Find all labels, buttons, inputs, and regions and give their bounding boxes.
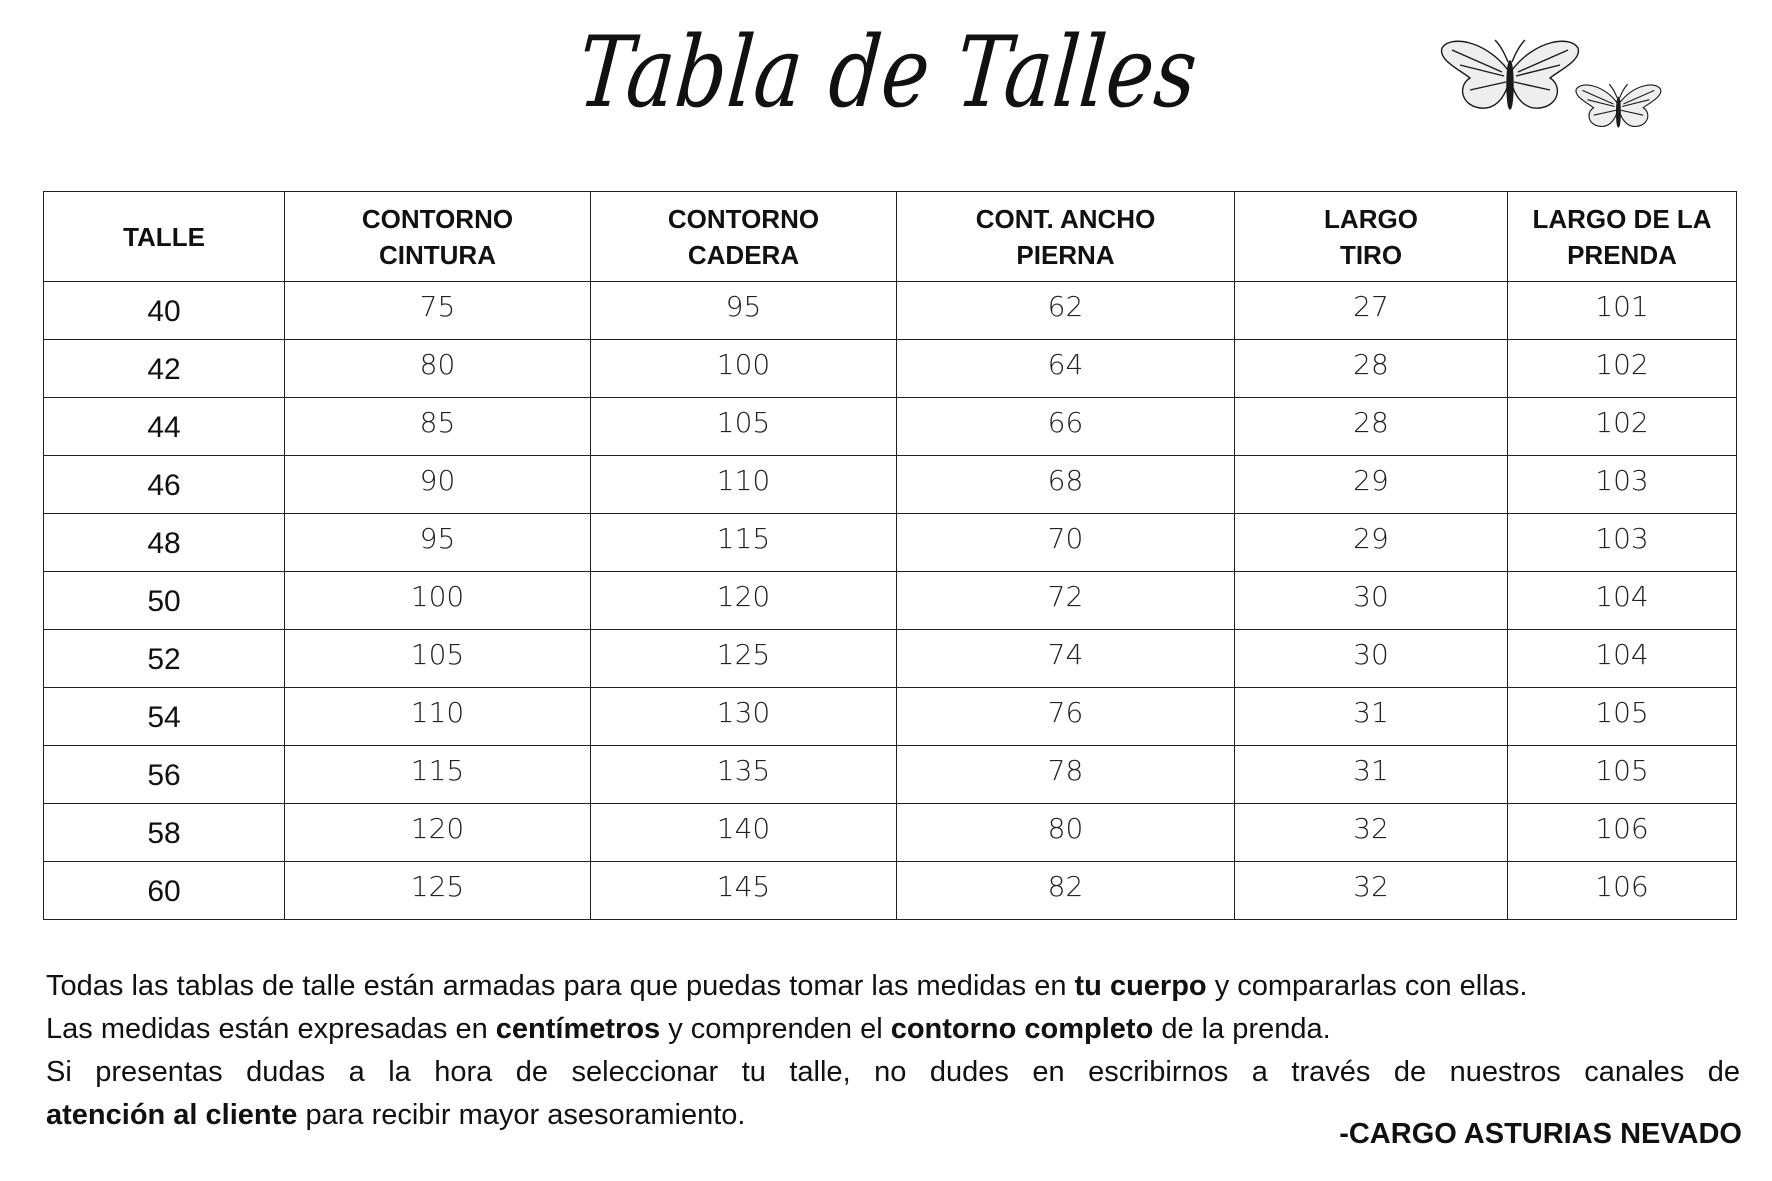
- table-cell: 74: [897, 630, 1235, 688]
- butterfly-icon: [1442, 40, 1579, 109]
- table-cell: 70: [897, 514, 1235, 572]
- table-row: [44, 340, 1737, 398]
- table-cell: 90: [285, 456, 591, 514]
- table-row: [44, 630, 1737, 688]
- table-cell: 29: [1235, 514, 1508, 572]
- table-cell: 125: [591, 630, 897, 688]
- table-cell: 32: [1235, 862, 1508, 920]
- table-cell: 104: [1508, 630, 1737, 688]
- table-cell: 78: [897, 746, 1235, 804]
- table-cell: 103: [1508, 456, 1737, 514]
- table-cell-talle: 58: [44, 804, 285, 862]
- table-cell: 100: [285, 572, 591, 630]
- table-cell: 76: [897, 688, 1235, 746]
- table-cell: 31: [1235, 746, 1508, 804]
- product-signature: -CARGO ASTURIAS NEVADO: [1339, 1118, 1742, 1150]
- table-cell: 120: [285, 804, 591, 862]
- table-cell: 105: [591, 398, 897, 456]
- table-cell: 135: [591, 746, 897, 804]
- column-header-largo-prenda: LARGO DE LA PRENDA: [1508, 192, 1737, 282]
- table-header-row: [44, 192, 1737, 282]
- table-cell: 103: [1508, 514, 1737, 572]
- table-cell: 102: [1508, 340, 1737, 398]
- table-row: [44, 572, 1737, 630]
- table-cell-talle: 56: [44, 746, 285, 804]
- table-cell: 105: [1508, 688, 1737, 746]
- table-row: [44, 746, 1737, 804]
- column-header-contorno-cintura: CONTORNO CINTURA: [285, 192, 591, 282]
- table-cell: 100: [591, 340, 897, 398]
- table-cell: 85: [285, 398, 591, 456]
- table-cell: 105: [285, 630, 591, 688]
- table-cell: 106: [1508, 804, 1737, 862]
- table-cell-talle: 46: [44, 456, 285, 514]
- table-cell: 110: [285, 688, 591, 746]
- table-cell: 31: [1235, 688, 1508, 746]
- table-row: [44, 398, 1737, 456]
- table-cell: 95: [591, 282, 897, 340]
- table-cell: 95: [285, 514, 591, 572]
- table-cell-talle: 54: [44, 688, 285, 746]
- table-cell-talle: 40: [44, 282, 285, 340]
- table-cell: 66: [897, 398, 1235, 456]
- table-cell: 27: [1235, 282, 1508, 340]
- butterflies-decoration: [1440, 30, 1700, 160]
- table-cell-talle: 48: [44, 514, 285, 572]
- table-row: [44, 514, 1737, 572]
- table-cell: 104: [1508, 572, 1737, 630]
- table-cell-talle: 42: [44, 340, 285, 398]
- table-cell: 140: [591, 804, 897, 862]
- note-paragraph: Las medidas están expresadas en centímetros y comprenden el contorno completo de la prenda.: [46, 1013, 1331, 1045]
- table-cell: 29: [1235, 456, 1508, 514]
- table-cell: 80: [897, 804, 1235, 862]
- size-notes: [46, 965, 1740, 1137]
- table-cell: 64: [897, 340, 1235, 398]
- table-cell: 30: [1235, 572, 1508, 630]
- table-cell: 125: [285, 862, 591, 920]
- table-cell: 110: [591, 456, 897, 514]
- table-cell: 82: [897, 862, 1235, 920]
- table-cell: 32: [1235, 804, 1508, 862]
- table-cell: 102: [1508, 398, 1737, 456]
- page-title: Tabla de Talles: [573, 16, 1202, 130]
- note-paragraph: Todas las tablas de talle están armadas para que puedas tomar las medidas en tu cuerpo y compararlas con ellas.: [46, 970, 1528, 1002]
- table-cell-talle: 44: [44, 398, 285, 456]
- table-cell: 62: [897, 282, 1235, 340]
- table-cell: 30: [1235, 630, 1508, 688]
- butterfly-icon: [1576, 84, 1661, 127]
- table-cell: 75: [285, 282, 591, 340]
- table-cell: 145: [591, 862, 897, 920]
- column-header-largo-tiro: LARGO TIRO: [1235, 192, 1508, 282]
- note-paragraph: atención al cliente para recibir mayor asesoramiento.: [46, 1099, 746, 1131]
- size-table: [43, 191, 1737, 920]
- table-cell: 115: [285, 746, 591, 804]
- table-cell: 115: [591, 514, 897, 572]
- table-cell: 72: [897, 572, 1235, 630]
- table-cell: 80: [285, 340, 591, 398]
- note-paragraph: Si presentas dudas a la hora de seleccionar tu talle, no dudes en escribirnos a través de nuestros canales de: [46, 1056, 1740, 1088]
- table-cell-talle: 60: [44, 862, 285, 920]
- table-row: [44, 282, 1737, 340]
- table-cell: 106: [1508, 862, 1737, 920]
- table-row: [44, 862, 1737, 920]
- table-row: [44, 688, 1737, 746]
- table-cell-talle: 50: [44, 572, 285, 630]
- table-cell: 130: [591, 688, 897, 746]
- table-cell: 120: [591, 572, 897, 630]
- table-cell: 101: [1508, 282, 1737, 340]
- table-cell: 68: [897, 456, 1235, 514]
- table-cell: 105: [1508, 746, 1737, 804]
- table-cell: 28: [1235, 398, 1508, 456]
- column-header-ancho-pierna: CONT. ANCHO PIERNA: [897, 192, 1235, 282]
- table-row: [44, 804, 1737, 862]
- table-cell: 28: [1235, 340, 1508, 398]
- table-row: [44, 456, 1737, 514]
- column-header-contorno-cadera: CONTORNO CADERA: [591, 192, 897, 282]
- table-cell-talle: 52: [44, 630, 285, 688]
- column-header-talle: TALLE: [44, 192, 285, 282]
